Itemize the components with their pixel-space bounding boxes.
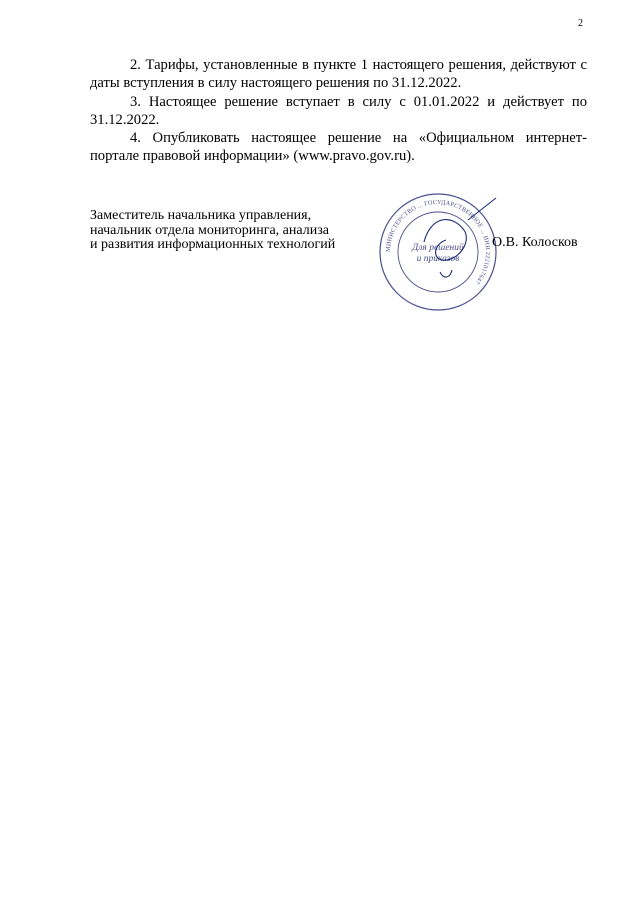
official-seal-stamp [372, 190, 504, 314]
signer-position-line-2: начальник отдела мониторинга, анализа [90, 222, 329, 238]
seal-outer-text: МИНИСТЕРСТВО ... ГОСУДАРСТВЕННОЕ ... ИНН 2221017647 [384, 198, 492, 286]
paragraph-3: 3. Настоящее решение вступает в силу с 01.01.2022 и действует по 31.12.2022. [90, 93, 587, 128]
signer-position-line-1: Заместитель начальника управления, [90, 208, 312, 223]
page-number: 2 [578, 18, 583, 29]
signer-position-line-3: и развития информационных технологий [90, 237, 336, 252]
paragraph-2: 2. Тарифы, установленные в пункте 1 настоящего решения, действуют с даты вступления в силу настоящего решения по 31.12.2022. [90, 57, 587, 92]
seal-center-text-line-1: Для решений [412, 243, 464, 253]
paragraph-4: 4. Опубликовать настоящее решение на «Официальном интернет-портале правовой информации» (www.pravo.gov.ru). [90, 130, 587, 165]
seal-center-text-line-2: и приказов [416, 254, 460, 264]
body-text [90, 56, 587, 166]
signer-name: О.В. Колосков [492, 235, 578, 250]
signer-position [90, 209, 390, 253]
